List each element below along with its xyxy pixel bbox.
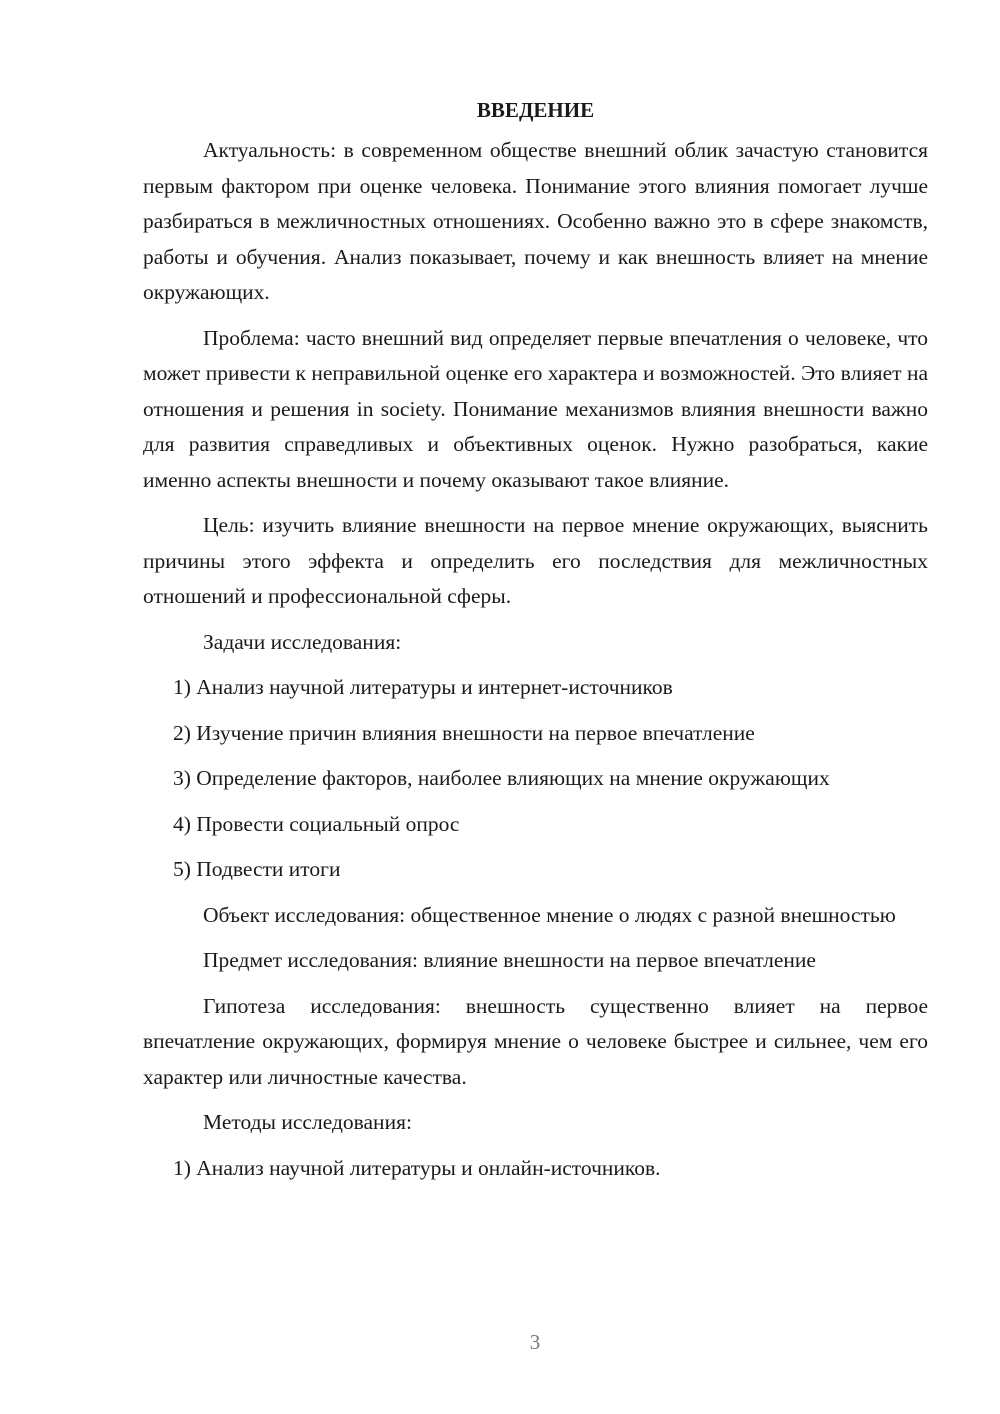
paragraph-object: Объект исследования: общественное мнение о людях с разной внешностью [203,902,896,927]
task-item-2: 2) Изучение причин влияния внешности на первое впечатление [173,720,755,745]
page-number: 3 [529,1330,541,1354]
method-item-1: 1) Анализ научной литературы и онлайн-источников. [173,1155,661,1180]
paragraph-relevance: Актуальность: в современном обществе внешний облик зачастую становится первым фактором при оценке человека. Понимание этого влияния помогает лучше разбираться в межличностных отношениях. Особенно важно это в сфере знакомств, работы и обучения. Анализ показывает, почему и как внешность влияет на мнение окружающих. [143,138,928,304]
task-item-5: 5) Подвести итоги [173,857,341,881]
paragraph-hypothesis: Гипотеза исследования: внешность существенно влияет на первое впечатление окружающих, формируя мнение о человеке быстрее и сильнее, чем его характер или личностные качества. [143,993,928,1089]
tasks-heading: Задачи исследования: [203,629,402,654]
task-item-1: 1) Анализ научной литературы и интернет-источников [173,675,673,699]
paragraph-problem: Проблема: часто внешний вид определяет первые впечатления о человеке, что может привести к неправильной оценке его характера и возможностей. Это влияет на отношения и решения in society. Понимание механизмов влияния внешности важно для развития справедливых и объективных оценок. Нужно разобраться, какие именно аспекты внешности и почему оказывают такое влияние. [143,325,928,492]
document-title: ВВЕДЕНИЕ [476,98,595,122]
document-page [143,92,928,1196]
paragraph-goal: Цель: изучить влияние внешности на первое мнение окружающих, выяснить причины этого эффекта и определить его последствия для межличностных отношений и профессиональной сферы. [143,513,928,608]
task-item-3: 3) Определение факторов, наиболее влияющих на мнение окружающих [173,766,830,790]
task-item-4: 4) Провести социальный опрос [173,811,460,836]
methods-heading: Методы исследования: [203,1110,412,1134]
paragraph-subject: Предмет исследования: влияние внешности на первое впечатление [203,948,816,972]
